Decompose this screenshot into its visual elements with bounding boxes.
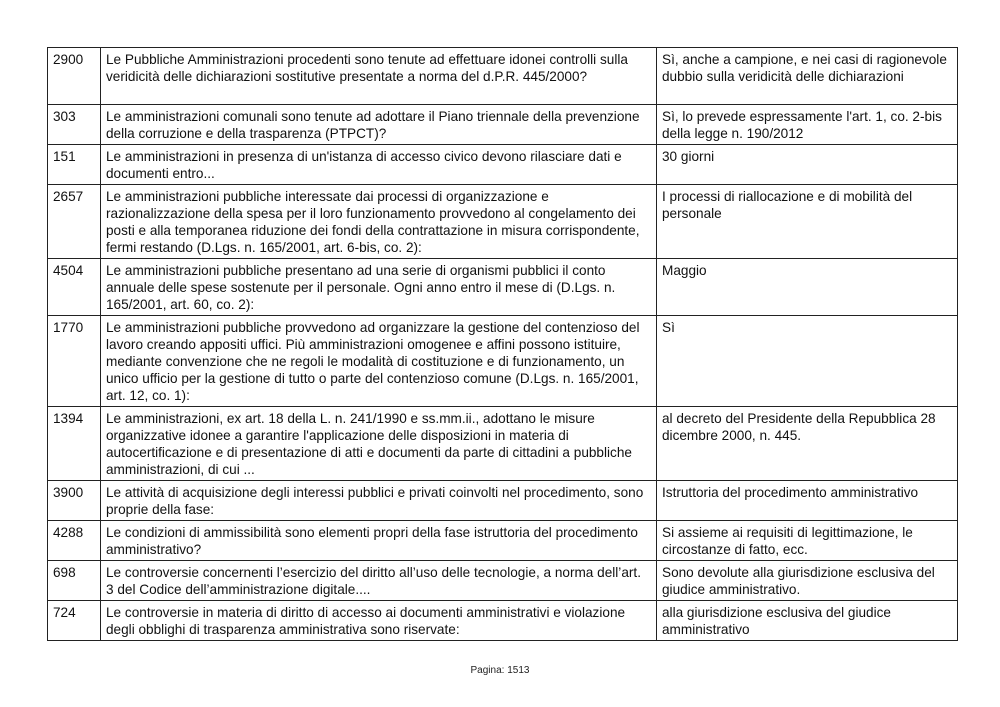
- question-text: Le controversie in materia di diritto di accesso ai documenti amministrativi e violazione degli obblighi di trasparenza amministrativa sono riservate:: [101, 601, 657, 641]
- question-text: Le amministrazioni pubbliche provvedono ad organizzare la gestione del contenzioso del lavoro creando appositi uffici. Più amministrazioni omogenee e affini possono istituire, mediante convenzione che ne regoli le modalità di costituzione e di funzionamento, un unico ufficio per la gestione di tutto o parte del contenzioso comune (D.Lgs. n. 165/2001, art. 12, co. 1):: [101, 316, 657, 407]
- answer-text: Sì, lo prevede espressamente l'art. 1, co. 2-bis della legge n. 190/2012: [657, 105, 958, 145]
- answer-text: Sono devolute alla giurisdizione esclusiva del giudice amministrativo.: [657, 561, 958, 601]
- answer-text: Sì, anche a campione, e nei casi di ragionevole dubbio sulla veridicità delle dichiarazioni: [657, 48, 958, 105]
- question-text: Le condizioni di ammissibilità sono elementi propri della fase istruttoria del procedimento amministrativo?: [101, 521, 657, 561]
- question-text: Le amministrazioni comunali sono tenute ad adottare il Piano triennale della prevenzione della corruzione e della trasparenza (PTPCT)?: [101, 105, 657, 145]
- table-row: [48, 407, 958, 481]
- question-id: 2657: [48, 185, 101, 259]
- questions-table: [47, 47, 958, 641]
- answer-text: 30 giorni: [657, 145, 958, 185]
- table-row: [48, 316, 958, 407]
- question-id: 151: [48, 145, 101, 185]
- question-text: Le controversie concernenti l’esercizio del diritto all’uso delle tecnologie, a norma dell’art. 3 del Codice dell’amministrazione digitale....: [101, 561, 657, 601]
- table-row: [48, 105, 958, 145]
- answer-text: Istruttoria del procedimento amministrativo: [657, 481, 958, 521]
- question-id: 4504: [48, 259, 101, 316]
- table-row: [48, 185, 958, 259]
- question-id: 303: [48, 105, 101, 145]
- page-number: Pagina: 1513: [470, 665, 530, 676]
- answer-text: Maggio: [657, 259, 958, 316]
- question-id: 698: [48, 561, 101, 601]
- answer-text: Si assieme ai requisiti di legittimazione, le circostanze di fatto, ecc.: [657, 521, 958, 561]
- question-id: 724: [48, 601, 101, 641]
- answer-text: I processi di riallocazione e di mobilità del personale: [657, 185, 958, 259]
- table-row: [48, 521, 958, 561]
- question-id: 2900: [48, 48, 101, 105]
- question-id: 1394: [48, 407, 101, 481]
- answer-text: al decreto del Presidente della Repubblica 28 dicembre 2000, n. 445.: [657, 407, 958, 481]
- question-text: Le amministrazioni in presenza di un'istanza di accesso civico devono rilasciare dati e documenti entro...: [101, 145, 657, 185]
- question-text: Le Pubbliche Amministrazioni procedenti sono tenute ad effettuare idonei controlli sulla veridicità delle dichiarazioni sostitutive presentate a norma del d.P.R. 445/2000?: [101, 48, 657, 105]
- question-text: Le amministrazioni, ex art. 18 della L. n. 241/1990 e ss.mm.ii., adottano le misure organizzative idonee a garantire l'applicazione delle disposizioni in materia di autocertificazione e di presentazione di atti e documenti da parte di cittadini a pubbliche amministrazioni, di cui ...: [101, 407, 657, 481]
- question-id: 4288: [48, 521, 101, 561]
- table-row: [48, 145, 958, 185]
- table-row: [48, 601, 958, 641]
- question-text: Le amministrazioni pubbliche interessate dai processi di organizzazione e razionalizzazione della spesa per il loro funzionamento provvedono al congelamento dei posti e alla temporanea riduzione dei fondi della contrattazione in misura corrispondente, fermi restando (D.Lgs. n. 165/2001, art. 6-bis, co. 2):: [101, 185, 657, 259]
- table-row: [48, 481, 958, 521]
- question-text: Le amministrazioni pubbliche presentano ad una serie di organismi pubblici il conto annuale delle spese sostenute per il personale. Ogni anno entro il mese di (D.Lgs. n. 165/2001, art. 60, co. 2):: [101, 259, 657, 316]
- answer-text: Sì: [657, 316, 958, 407]
- table-row: [48, 561, 958, 601]
- table-row: [48, 259, 958, 316]
- question-id: 1770: [48, 316, 101, 407]
- answer-text: alla giurisdizione esclusiva del giudice amministrativo: [657, 601, 958, 641]
- question-id: 3900: [48, 481, 101, 521]
- table-row: [48, 48, 958, 105]
- question-text: Le attività di acquisizione degli interessi pubblici e privati coinvolti nel procedimento, sono proprie della fase:: [101, 481, 657, 521]
